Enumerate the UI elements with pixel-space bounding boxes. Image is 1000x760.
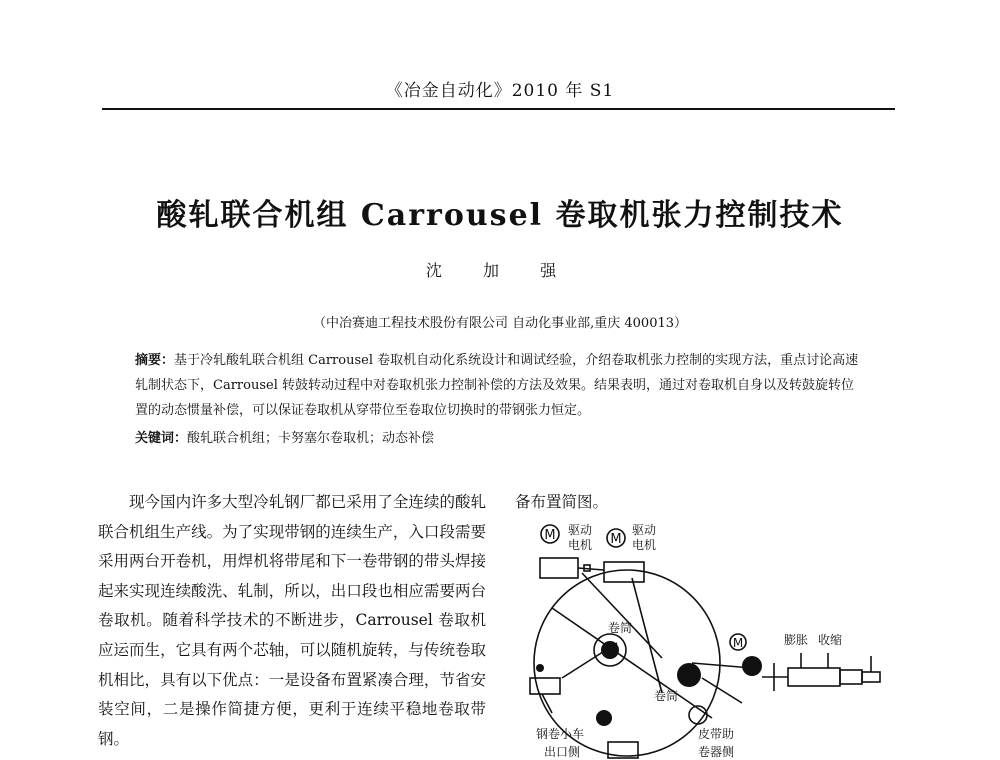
body-column-left <box>98 488 486 754</box>
drive-motor-2-label-line2: 电机 <box>632 538 657 552</box>
belt-wrapper-label-line1: 皮带助 <box>698 727 735 741</box>
paper-title: 酸轧联合机组 Carrousel 卷取机张力控制技术 <box>156 198 844 233</box>
expand-cylinder <box>788 668 840 686</box>
author-name: 沈 加 强 <box>425 261 575 280</box>
motor-1-label: M <box>544 528 556 543</box>
header-rule <box>102 108 895 110</box>
keywords-text: 酸轧联合机组；卡努塞尔卷取机；动态补偿 <box>187 431 435 446</box>
drive-motor-1-label-line2: 电机 <box>568 538 593 552</box>
drive-motor-1-box <box>540 558 578 578</box>
contract-label: 收缩 <box>818 633 843 647</box>
abstract-text: 基于冷轧酸轧联合机组 Carrousel 卷取机自动化系统设计和调试经验，介绍卷取机张力控制的实现方法，重点讨论高速轧制状态下，Carrousel 转鼓转动过程中对卷取机张力控制补偿的方法及效果。结果表明，通过对卷取机自身以及转鼓旋转位置的动态惯量补偿，可以保证卷取机从穿带位至卷取位切换时的带钢张力恒定。 <box>135 353 859 418</box>
equipment-layout-figure <box>522 518 892 760</box>
drive-motor-1-label-line1: 驱动 <box>568 523 593 537</box>
body-column-right: 备布置简图。 <box>515 493 609 511</box>
coil-car-label-line1: 钢卷小车 <box>536 727 585 741</box>
coil-car-label-line2: 出口侧 <box>544 745 581 759</box>
keywords <box>135 426 863 451</box>
drum-label-top: 卷筒 <box>608 621 633 635</box>
abstract <box>135 348 863 423</box>
drive-motor-2-label-line1: 驱动 <box>632 523 657 537</box>
mandrel-2 <box>677 663 701 687</box>
abstract-label: 摘要： <box>135 353 175 368</box>
drum-label-bottom: 卷筒 <box>654 689 679 703</box>
motor-2-label: M <box>610 532 622 547</box>
author-affiliation: （中冶赛迪工程技术股份有限公司 自动化事业部,重庆 400013） <box>312 316 688 331</box>
motor-3-label: M <box>732 636 744 650</box>
journal-header: 《冶金自动化》2010 年 S1 <box>385 81 615 101</box>
body-paragraph: 现今国内许多大型冷轧钢厂都已采用了全连续的酸轧联合机组生产线。为了实现带钢的连续生产，入口段需要采用两台开卷机，用焊机将带尾和下一卷带钢的带头焊接起来实现连续酸洗、轧制，所以，出口段也相应需要两台卷取机。随着科学技术的不断进步，Carrousel 卷取机应运而生，它具有两个芯轴，可以随机旋转，与传统卷取机相比，具有以下优点：一是设备布置紧凑合理，节省安装空间，二是操作简捷方便，更利于连续平稳地卷取带钢。 <box>98 493 486 748</box>
expand-label: 膨胀 <box>784 633 809 647</box>
belt-wrapper-label-line2: 卷器侧 <box>698 745 735 759</box>
keywords-label: 关键词： <box>135 431 188 446</box>
